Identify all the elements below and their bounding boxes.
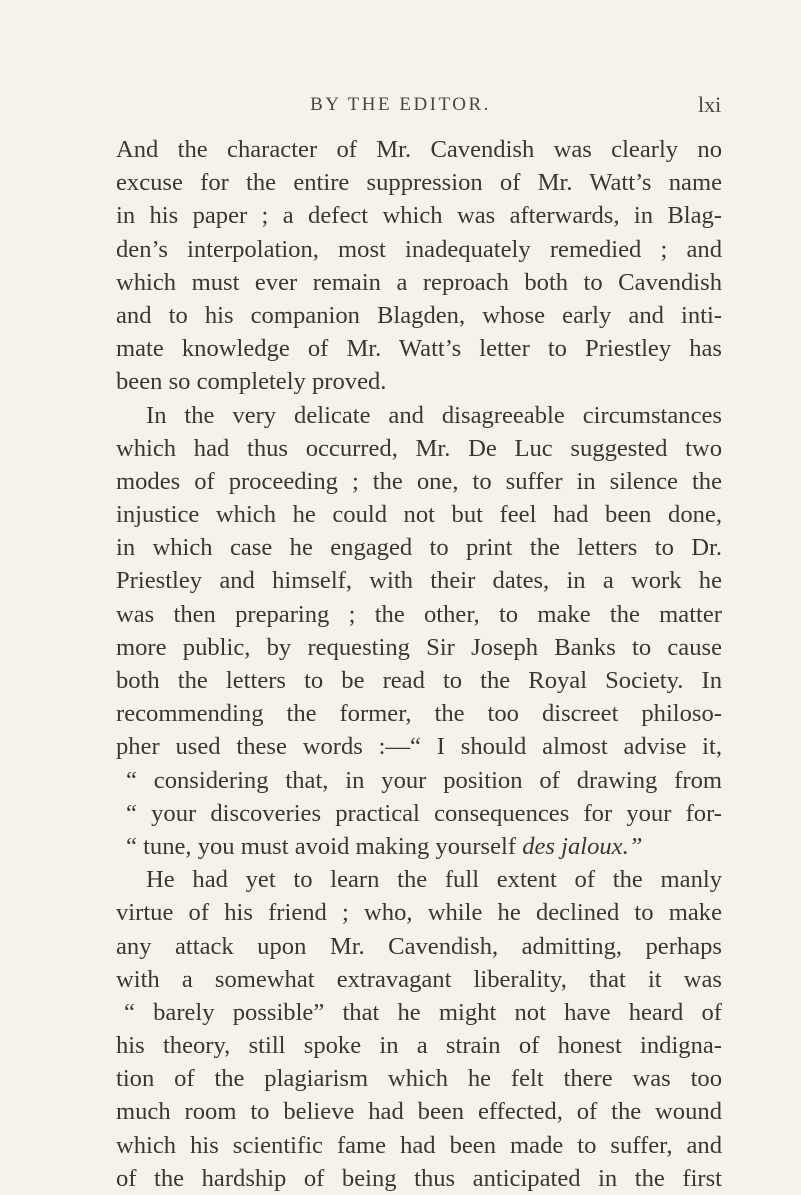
text-line: with a somewhat extravagant liberality, that it was — [116, 965, 722, 993]
text-line: both the letters to be read to the Royal Society. In — [116, 667, 722, 694]
text-line: virtue of his friend ; who, while he declined to make — [116, 899, 722, 927]
text-line: modes of proceeding ; the one, to suffer in silence the — [116, 467, 722, 495]
text-line: any attack upon Mr. Cavendish, admitting, perhaps — [116, 932, 722, 960]
text-line: In the very delicate and disagreeable circumstances — [146, 401, 722, 429]
text-line: recommending the former, the too discreet philoso- — [116, 700, 722, 728]
text-line: Priestley and himself, with their dates, in a work he — [116, 567, 722, 595]
running-title: BY THE EDITOR. — [310, 94, 491, 115]
text-line: den’s interpolation, most inadequately remedied ; and — [116, 235, 722, 263]
text-line: been so completely proved. — [116, 368, 387, 396]
text-line: “ considering that, in your position of drawing from — [126, 766, 722, 794]
text-line: in which case he engaged to print the letters to Dr. — [116, 534, 722, 562]
text-line: much room to believe had been effected, of the wound — [116, 1098, 722, 1126]
text-line: excuse for the entire suppression of Mr. Watt’s name — [116, 169, 722, 197]
text-line: which must ever remain a reproach both to Cavendish — [116, 268, 722, 296]
running-head — [0, 92, 801, 122]
text-line: “ barely possible” that he might not have heard of — [124, 998, 722, 1026]
text-line: pher used these words :—“ I should almost advise it, — [116, 733, 722, 761]
text-line — [116, 830, 722, 863]
text-line: his theory, still spoke in a strain of honest indigna- — [116, 1032, 722, 1060]
text-line: injustice which he could not but feel had been done, — [116, 501, 722, 529]
text-line: more public, by requesting Sir Joseph Banks to cause — [116, 633, 722, 661]
text-line: He had yet to learn the full extent of the manly — [146, 866, 722, 894]
italic-phrase: des jaloux.” — [522, 832, 643, 860]
text-line: which had thus occurred, Mr. De Luc suggested two — [116, 434, 722, 462]
text-line: And the character of Mr. Cavendish was clearly no — [116, 136, 722, 163]
text-line: tion of the plagiarism which he felt there was too — [116, 1065, 722, 1093]
text-line: was then preparing ; the other, to make the matter — [116, 600, 722, 628]
text-line: and to his companion Blagden, whose early and inti- — [116, 301, 722, 329]
text-line-part: “ tune, you must avoid making yourself — [126, 832, 517, 860]
text-line: which his scientific fame had been made to suffer, and — [116, 1131, 722, 1159]
text-line: of the hardship of being thus anticipated in the first — [116, 1164, 722, 1192]
text-line: “ your discoveries practical consequences for your for- — [126, 799, 722, 827]
page-number: lxi — [698, 92, 722, 117]
body-text — [116, 133, 722, 1195]
text-line: in his paper ; a defect which was afterwards, in Blag- — [116, 202, 722, 230]
text-line: mate knowledge of Mr. Watt’s letter to Priestley has — [116, 335, 722, 363]
